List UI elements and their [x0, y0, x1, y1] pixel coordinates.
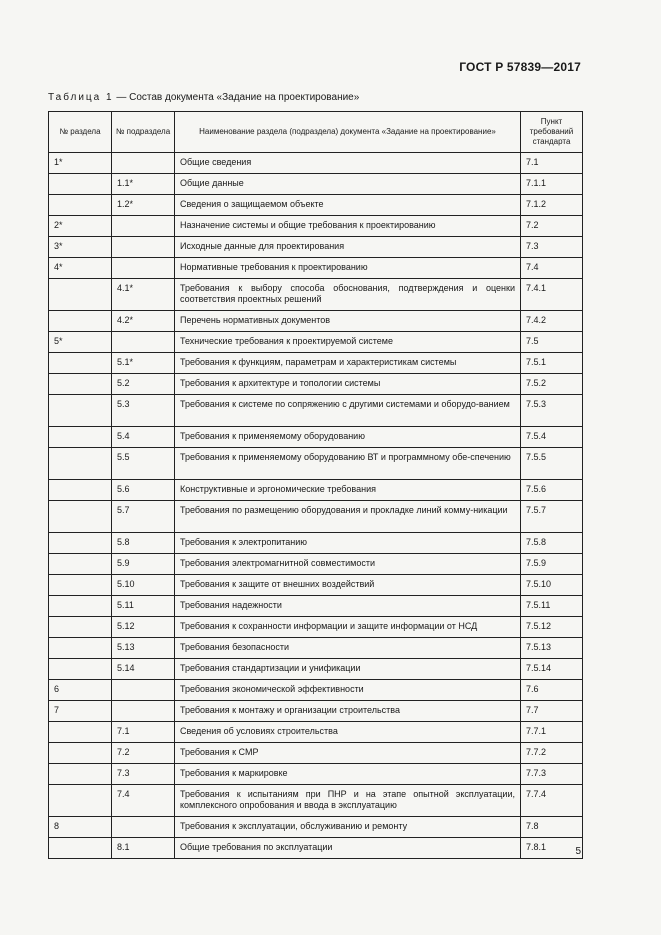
- table-row: [49, 353, 583, 374]
- table-row: [49, 195, 583, 216]
- cell-clause: 7.1.2: [521, 195, 583, 216]
- table-row: [49, 279, 583, 311]
- cell-clause: 7.5.5: [521, 448, 583, 480]
- cell-title: Требования к выбору способа обоснования, подтверждения и оценки соответствия проектных решений: [175, 279, 521, 311]
- table-row: [49, 785, 583, 817]
- cell-title: Требования к защите от внешних воздействий: [175, 575, 521, 596]
- cell-section: 7: [49, 701, 112, 722]
- cell-title: Требования к СМР: [175, 743, 521, 764]
- cell-section: [49, 785, 112, 817]
- table-row: [49, 596, 583, 617]
- cell-clause: 7.7.3: [521, 764, 583, 785]
- cell-clause: 7.8: [521, 817, 583, 838]
- cell-title: Общие данные: [175, 174, 521, 195]
- table-row: [49, 554, 583, 575]
- cell-clause: 7.5.13: [521, 638, 583, 659]
- cell-title: Перечень нормативных документов: [175, 311, 521, 332]
- table-row: [49, 332, 583, 353]
- cell-clause: 7.4.2: [521, 311, 583, 332]
- table-row: [49, 617, 583, 638]
- cell-title: Требования к системе по сопряжению с другими системами и оборудо-ванием: [175, 395, 521, 427]
- cell-title: Требования к сохранности информации и защите информации от НСД: [175, 617, 521, 638]
- table-row: [49, 501, 583, 533]
- table-row: [49, 174, 583, 195]
- table-row: [49, 838, 583, 859]
- cell-clause: 7.7.4: [521, 785, 583, 817]
- cell-subsection: [112, 817, 175, 838]
- cell-title: Требования к эксплуатации, обслуживанию и ремонту: [175, 817, 521, 838]
- table-row: [49, 374, 583, 395]
- table-row: [49, 311, 583, 332]
- cell-subsection: [112, 216, 175, 237]
- cell-title: Требования экономической эффективности: [175, 680, 521, 701]
- cell-subsection: 5.9: [112, 554, 175, 575]
- table-row: [49, 575, 583, 596]
- cell-clause: 7.3: [521, 237, 583, 258]
- cell-subsection: [112, 332, 175, 353]
- cell-section: [49, 743, 112, 764]
- column-header-subsection: № подраздела: [112, 112, 175, 153]
- table-caption: [48, 92, 359, 103]
- table-row: [49, 764, 583, 785]
- cell-section: [49, 533, 112, 554]
- table-row: [49, 533, 583, 554]
- cell-clause: 7.1: [521, 153, 583, 174]
- cell-title: Требования к маркировке: [175, 764, 521, 785]
- table-row: [49, 216, 583, 237]
- cell-clause: 7.5.8: [521, 533, 583, 554]
- cell-clause: 7.5.7: [521, 501, 583, 533]
- cell-title: Требования по размещению оборудования и прокладке линий комму-никации: [175, 501, 521, 533]
- cell-title: Требования к монтажу и организации строительства: [175, 701, 521, 722]
- table-row: [49, 722, 583, 743]
- cell-subsection: 5.4: [112, 427, 175, 448]
- cell-section: [49, 575, 112, 596]
- cell-title: Конструктивные и эргономические требования: [175, 480, 521, 501]
- cell-subsection: [112, 680, 175, 701]
- table-caption-text: — Состав документа «Задание на проектирование»: [113, 92, 360, 103]
- cell-subsection: 5.11: [112, 596, 175, 617]
- cell-section: [49, 764, 112, 785]
- cell-subsection: 5.7: [112, 501, 175, 533]
- cell-subsection: 5.12: [112, 617, 175, 638]
- cell-subsection: 8.1: [112, 838, 175, 859]
- cell-subsection: 5.14: [112, 659, 175, 680]
- cell-subsection: [112, 153, 175, 174]
- cell-section: [49, 174, 112, 195]
- cell-section: [49, 838, 112, 859]
- cell-subsection: [112, 237, 175, 258]
- cell-title: Нормативные требования к проектированию: [175, 258, 521, 279]
- cell-subsection: 4.1*: [112, 279, 175, 311]
- cell-clause: 7.7: [521, 701, 583, 722]
- cell-title: Общие сведения: [175, 153, 521, 174]
- cell-clause: 7.5.3: [521, 395, 583, 427]
- table-header-row: [49, 112, 583, 153]
- table-row: [49, 395, 583, 427]
- cell-section: [49, 659, 112, 680]
- cell-title: Сведения о защищаемом объекте: [175, 195, 521, 216]
- cell-title: Требования к функциям, параметрам и характеристикам системы: [175, 353, 521, 374]
- cell-section: [49, 311, 112, 332]
- cell-title: Требования к применяемому оборудованию: [175, 427, 521, 448]
- cell-clause: 7.5: [521, 332, 583, 353]
- cell-subsection: [112, 258, 175, 279]
- cell-subsection: 5.5: [112, 448, 175, 480]
- table-row: [49, 448, 583, 480]
- cell-section: [49, 617, 112, 638]
- cell-title: Требования надежности: [175, 596, 521, 617]
- cell-section: [49, 448, 112, 480]
- cell-title: Исходные данные для проектирования: [175, 237, 521, 258]
- table-row: [49, 258, 583, 279]
- column-header-title: Наименование раздела (подраздела) документа «Задание на проектирование»: [175, 112, 521, 153]
- cell-clause: 7.5.11: [521, 596, 583, 617]
- cell-subsection: 5.2: [112, 374, 175, 395]
- cell-title: Требования к применяемому оборудованию ВТ и программному обе-спечению: [175, 448, 521, 480]
- cell-section: [49, 279, 112, 311]
- cell-section: [49, 638, 112, 659]
- column-header-clause: Пункт требований стандарта: [521, 112, 583, 153]
- cell-section: [49, 554, 112, 575]
- cell-section: 4*: [49, 258, 112, 279]
- cell-section: [49, 374, 112, 395]
- cell-clause: 7.5.14: [521, 659, 583, 680]
- cell-clause: 7.5.9: [521, 554, 583, 575]
- table-row: [49, 701, 583, 722]
- cell-subsection: 7.4: [112, 785, 175, 817]
- cell-title: Требования стандартизации и унификации: [175, 659, 521, 680]
- cell-section: [49, 395, 112, 427]
- cell-subsection: 5.13: [112, 638, 175, 659]
- cell-subsection: 5.10: [112, 575, 175, 596]
- cell-section: [49, 427, 112, 448]
- cell-subsection: 5.6: [112, 480, 175, 501]
- column-header-section: № раздела: [49, 112, 112, 153]
- cell-section: [49, 596, 112, 617]
- cell-clause: 7.8.1: [521, 838, 583, 859]
- cell-section: 6: [49, 680, 112, 701]
- table-row: [49, 680, 583, 701]
- cell-subsection: 7.1: [112, 722, 175, 743]
- cell-section: 3*: [49, 237, 112, 258]
- cell-title: Требования к электропитанию: [175, 533, 521, 554]
- table-row: [49, 237, 583, 258]
- cell-title: Назначение системы и общие требования к проектированию: [175, 216, 521, 237]
- document-code: ГОСТ Р 57839—2017: [459, 60, 581, 74]
- cell-clause: 7.2: [521, 216, 583, 237]
- cell-section: 8: [49, 817, 112, 838]
- cell-subsection: 5.8: [112, 533, 175, 554]
- cell-section: 2*: [49, 216, 112, 237]
- composition-table: [48, 111, 583, 859]
- cell-subsection: 7.3: [112, 764, 175, 785]
- cell-subsection: 4.2*: [112, 311, 175, 332]
- cell-section: [49, 480, 112, 501]
- table-caption-prefix: Таблица 1: [48, 92, 114, 103]
- cell-subsection: 1.1*: [112, 174, 175, 195]
- cell-title: Требования к испытаниям при ПНР и на этапе опытной эксплуатации, комплексного опробования и ввода в эксплуатацию: [175, 785, 521, 817]
- cell-clause: 7.5.2: [521, 374, 583, 395]
- cell-clause: 7.5.12: [521, 617, 583, 638]
- cell-subsection: [112, 701, 175, 722]
- table-body: [49, 153, 583, 859]
- cell-clause: 7.4.1: [521, 279, 583, 311]
- cell-clause: 7.7.2: [521, 743, 583, 764]
- cell-clause: 7.5.1: [521, 353, 583, 374]
- cell-title: Требования электромагнитной совместимости: [175, 554, 521, 575]
- cell-clause: 7.5.4: [521, 427, 583, 448]
- cell-clause: 7.5.6: [521, 480, 583, 501]
- cell-clause: 7.5.10: [521, 575, 583, 596]
- cell-title: Сведения об условиях строительства: [175, 722, 521, 743]
- cell-section: [49, 722, 112, 743]
- cell-clause: 7.7.1: [521, 722, 583, 743]
- page-number: 5: [575, 846, 581, 857]
- cell-clause: 7.1.1: [521, 174, 583, 195]
- table-row: [49, 638, 583, 659]
- cell-section: 5*: [49, 332, 112, 353]
- cell-subsection: 5.3: [112, 395, 175, 427]
- cell-section: [49, 195, 112, 216]
- table-row: [49, 743, 583, 764]
- cell-clause: 7.4: [521, 258, 583, 279]
- cell-subsection: 1.2*: [112, 195, 175, 216]
- cell-title: Технические требования к проектируемой системе: [175, 332, 521, 353]
- cell-title: Общие требования по эксплуатации: [175, 838, 521, 859]
- table-row: [49, 659, 583, 680]
- cell-title: Требования к архитектуре и топологии системы: [175, 374, 521, 395]
- table-row: [49, 427, 583, 448]
- cell-section: [49, 353, 112, 374]
- cell-section: 1*: [49, 153, 112, 174]
- table-row: [49, 480, 583, 501]
- cell-subsection: 5.1*: [112, 353, 175, 374]
- cell-title: Требования безопасности: [175, 638, 521, 659]
- cell-clause: 7.6: [521, 680, 583, 701]
- cell-section: [49, 501, 112, 533]
- table-row: [49, 153, 583, 174]
- table-row: [49, 817, 583, 838]
- cell-subsection: 7.2: [112, 743, 175, 764]
